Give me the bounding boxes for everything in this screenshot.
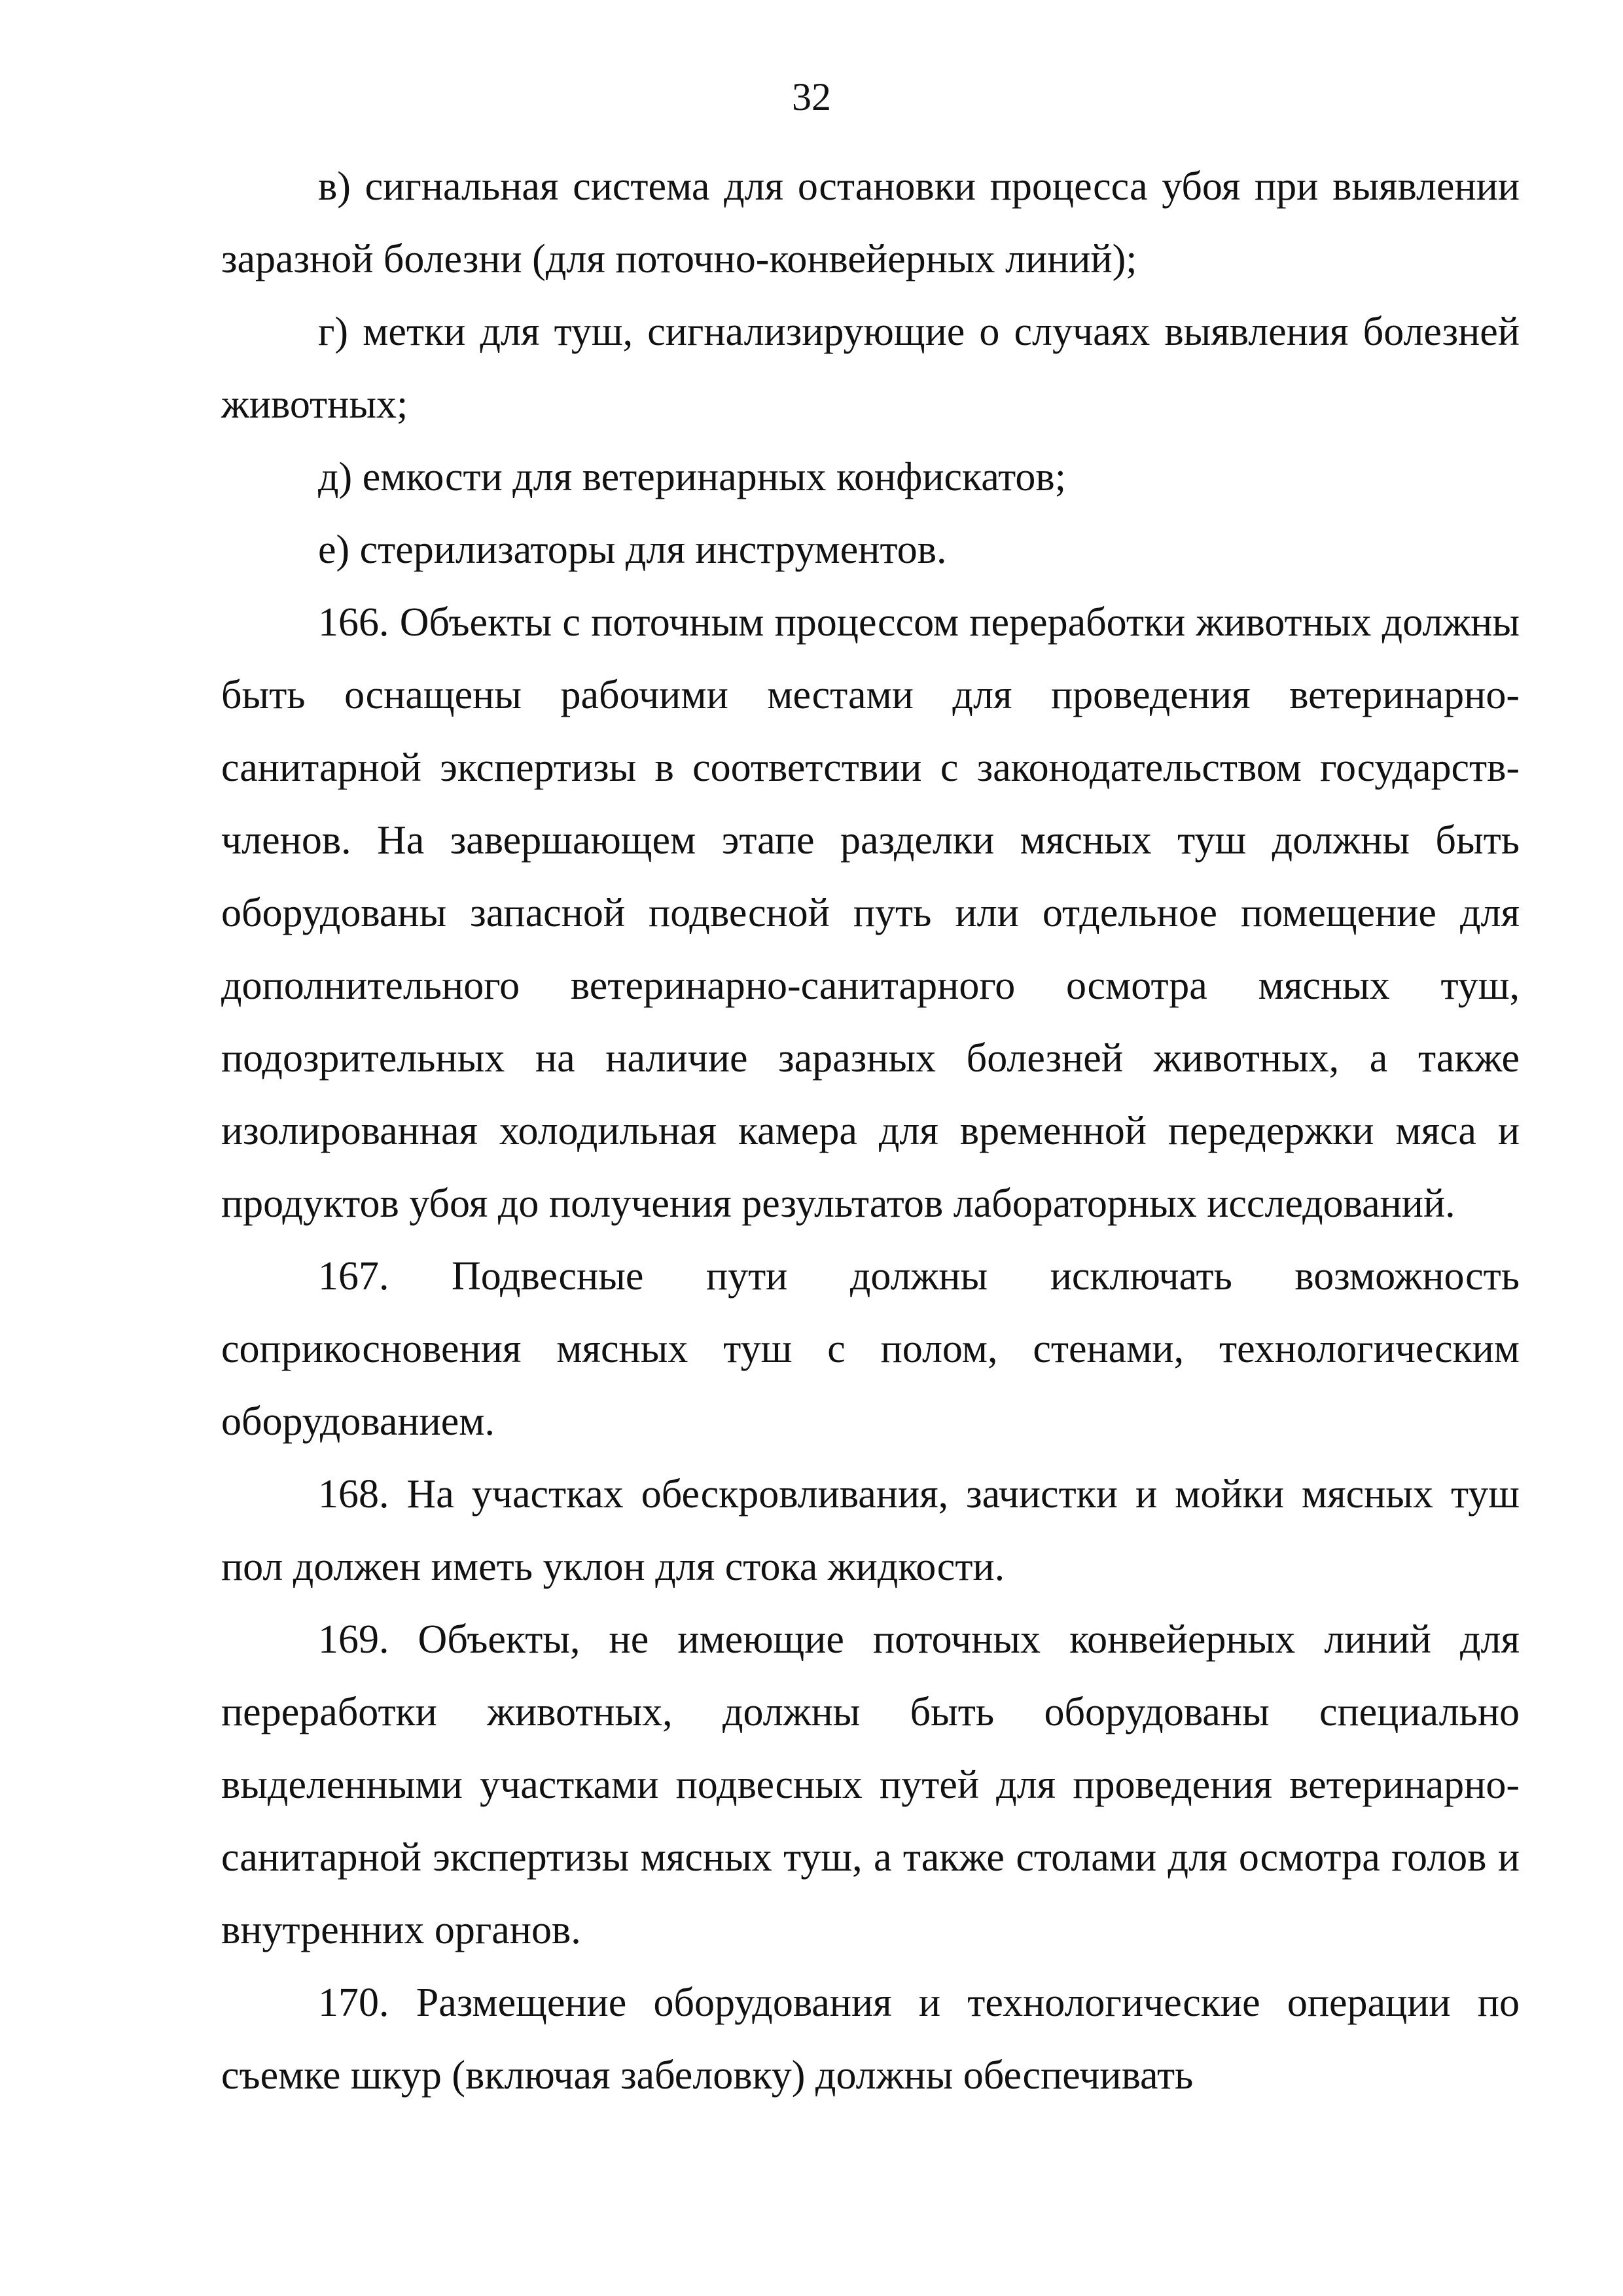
paragraph-167: 167. Подвесные пути должны исключать возможность соприкосновения мясных туш с полом, стенами, технологическим оборудованием. xyxy=(221,1254,1520,1444)
paragraph-168: 168. На участках обескровливания, зачистки и мойки мясных туш пол должен иметь уклон для стока жидкости. xyxy=(221,1472,1520,1589)
paragraph-166: 166. Объекты с поточным процессом переработки животных должны быть оснащены рабочими местами для проведения ветеринарно-санитарной экспертизы в соответствии с законодательством государств-членов. На завершающем этапе разделки мясных туш должны быть оборудованы запасной подвесной путь или отдельное помещение для дополнительного ветеринарно-санитарного осмотра мясных туш, подозрительных на наличие заразных болезней животных, а также изолированная холодильная камера для временной передержки мяса и продуктов убоя до получения результатов лабораторных исследований. xyxy=(221,600,1520,1226)
paragraph-item-v: в) сигнальная система для остановки процесса убоя при выявлении заразной болезни (для поточно-конвейерных линий); xyxy=(221,164,1520,281)
paragraph-170: 170. Размещение оборудования и технологические операции по съемке шкур (включая забеловку) должны обеспечивать xyxy=(221,1981,1520,2098)
paragraph-item-e: е) стерилизаторы для инструментов. xyxy=(318,528,947,572)
page-number: 32 xyxy=(792,75,831,118)
paragraph-item-g: г) метки для туш, сигнализирующие о случаях выявления болезней животных; xyxy=(221,310,1520,427)
paragraph-169: 169. Объекты, не имеющие поточных конвейерных линий для переработки животных, должны быть оборудованы специально выделенными участками подвесных путей для проведения ветеринарно-санитарной экспертизы мясных туш, а также столами для осмотра голов и внутренних органов. xyxy=(221,1617,1520,1952)
paragraph-item-d: д) емкости для ветеринарных конфискатов; xyxy=(318,455,1066,499)
page-body xyxy=(221,151,1520,2112)
